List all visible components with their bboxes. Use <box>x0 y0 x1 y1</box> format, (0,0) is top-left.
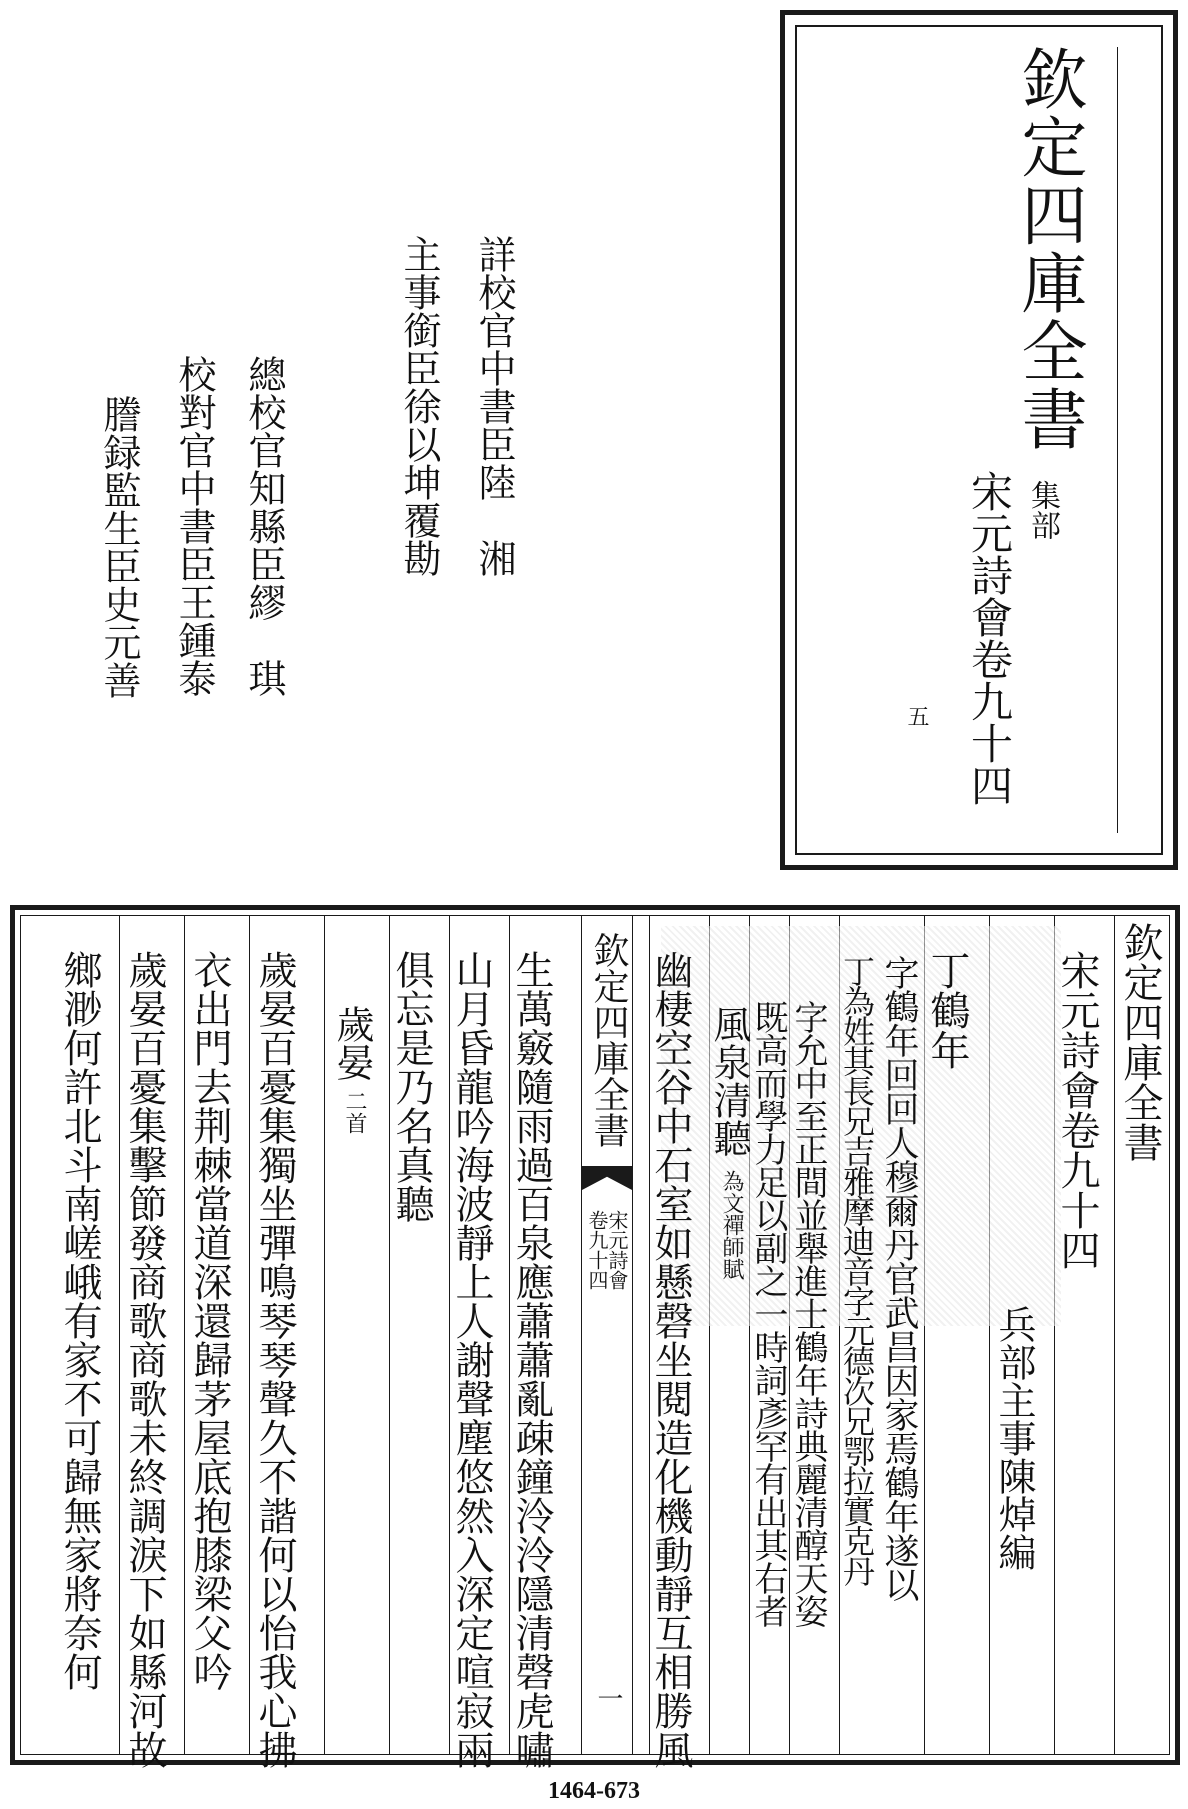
poem-line: 歲晏百憂集獨坐彈鳴琴琴聲久不諧何以怡我心拂 <box>252 950 297 1769</box>
column-rule <box>119 916 120 1754</box>
column-rule <box>184 916 185 1754</box>
cover-category: 集部 <box>1025 480 1060 540</box>
poem-line: 山月昏龍吟海波靜上人謝聲塵悠然入深定喧寂兩 <box>449 950 494 1769</box>
cover-volume-sub: 五 <box>904 705 929 727</box>
bio-line: 字允中至正間並舉進士鶴年詩典麗清醇天姿 <box>788 1000 828 1627</box>
page-footer-number: 1464-673 <box>548 1778 640 1804</box>
poem-note: 二首 <box>342 1090 367 1134</box>
poem-line: 幽棲空谷中石室如懸磬坐閱造化機動靜互相勝風 <box>648 950 693 1769</box>
credit-chief-collator: 總校官知縣臣繆 琪 <box>242 355 286 697</box>
poem-line: 歲晏百憂集擊節發商歌商歌未終調淚下如縣河故 <box>122 950 167 1769</box>
center-volume: 卷九十四 <box>585 1210 609 1290</box>
poem-line: 生萬竅隨雨過百泉應蕭蕭亂疎鐘泠泠隱清磬虎嘯 <box>509 950 554 1769</box>
center-page-number: 一 <box>593 1685 623 1711</box>
page-book-title: 宋元詩會卷九十四 <box>1054 950 1100 1270</box>
bio-line: 丁為姓其長兄吉雅摩迪音字元德次兄鄂拉實克丹 <box>838 955 876 1585</box>
bio-line: 既高而學力足以副之一時詞彥罕有出其右者 <box>748 1000 788 1627</box>
center-book: 宋元詩會 <box>605 1210 629 1290</box>
text-page-frame <box>10 905 1180 1769</box>
cover-divider <box>1117 47 1118 833</box>
cover-title: 欽定四庫全書 <box>1010 45 1087 453</box>
column-rule <box>324 916 325 1754</box>
poem-title: 風泉清聽 <box>707 1005 751 1157</box>
cover-frame <box>780 10 1178 870</box>
fishtail-mark <box>582 1166 632 1190</box>
editor-credit: 兵部主事陳焯編 <box>992 1305 1036 1571</box>
column-rule <box>249 916 250 1754</box>
poem-line: 鄉渺何許北斗南嵯峨有家不可歸無家將奈何 <box>57 950 102 1691</box>
credit-collator: 校對官中書臣王鍾泰 <box>172 355 216 697</box>
column-rule <box>1114 916 1115 1754</box>
poem-line: 俱忘是乃名真聽 <box>389 950 434 1223</box>
poem-title: 歲晏 <box>330 1005 374 1081</box>
bio-line: 字鶴年回回人穆爾丹官武昌因家焉鶴年遂以 <box>879 955 919 1601</box>
credit-copyist: 謄録監生臣史元善 <box>97 395 141 699</box>
credit-proofreader: 詳校官中書臣陸 湘 <box>472 235 516 577</box>
cover-volume: 宋元詩會卷九十四 <box>965 470 1014 806</box>
section-title: 丁鶴年 <box>924 950 970 1070</box>
page-header-title: 欽定四庫全書 <box>1117 922 1163 1162</box>
poem-note: 為文禪師賦 <box>719 1170 744 1280</box>
credit-reviewer: 主事銜臣徐以坤覆勘 <box>397 235 441 577</box>
center-header: 欽定四庫全書 <box>588 932 629 1148</box>
poem-line: 衣出門去荆棘當道深還歸茅屋底抱膝梁父吟 <box>187 950 232 1691</box>
